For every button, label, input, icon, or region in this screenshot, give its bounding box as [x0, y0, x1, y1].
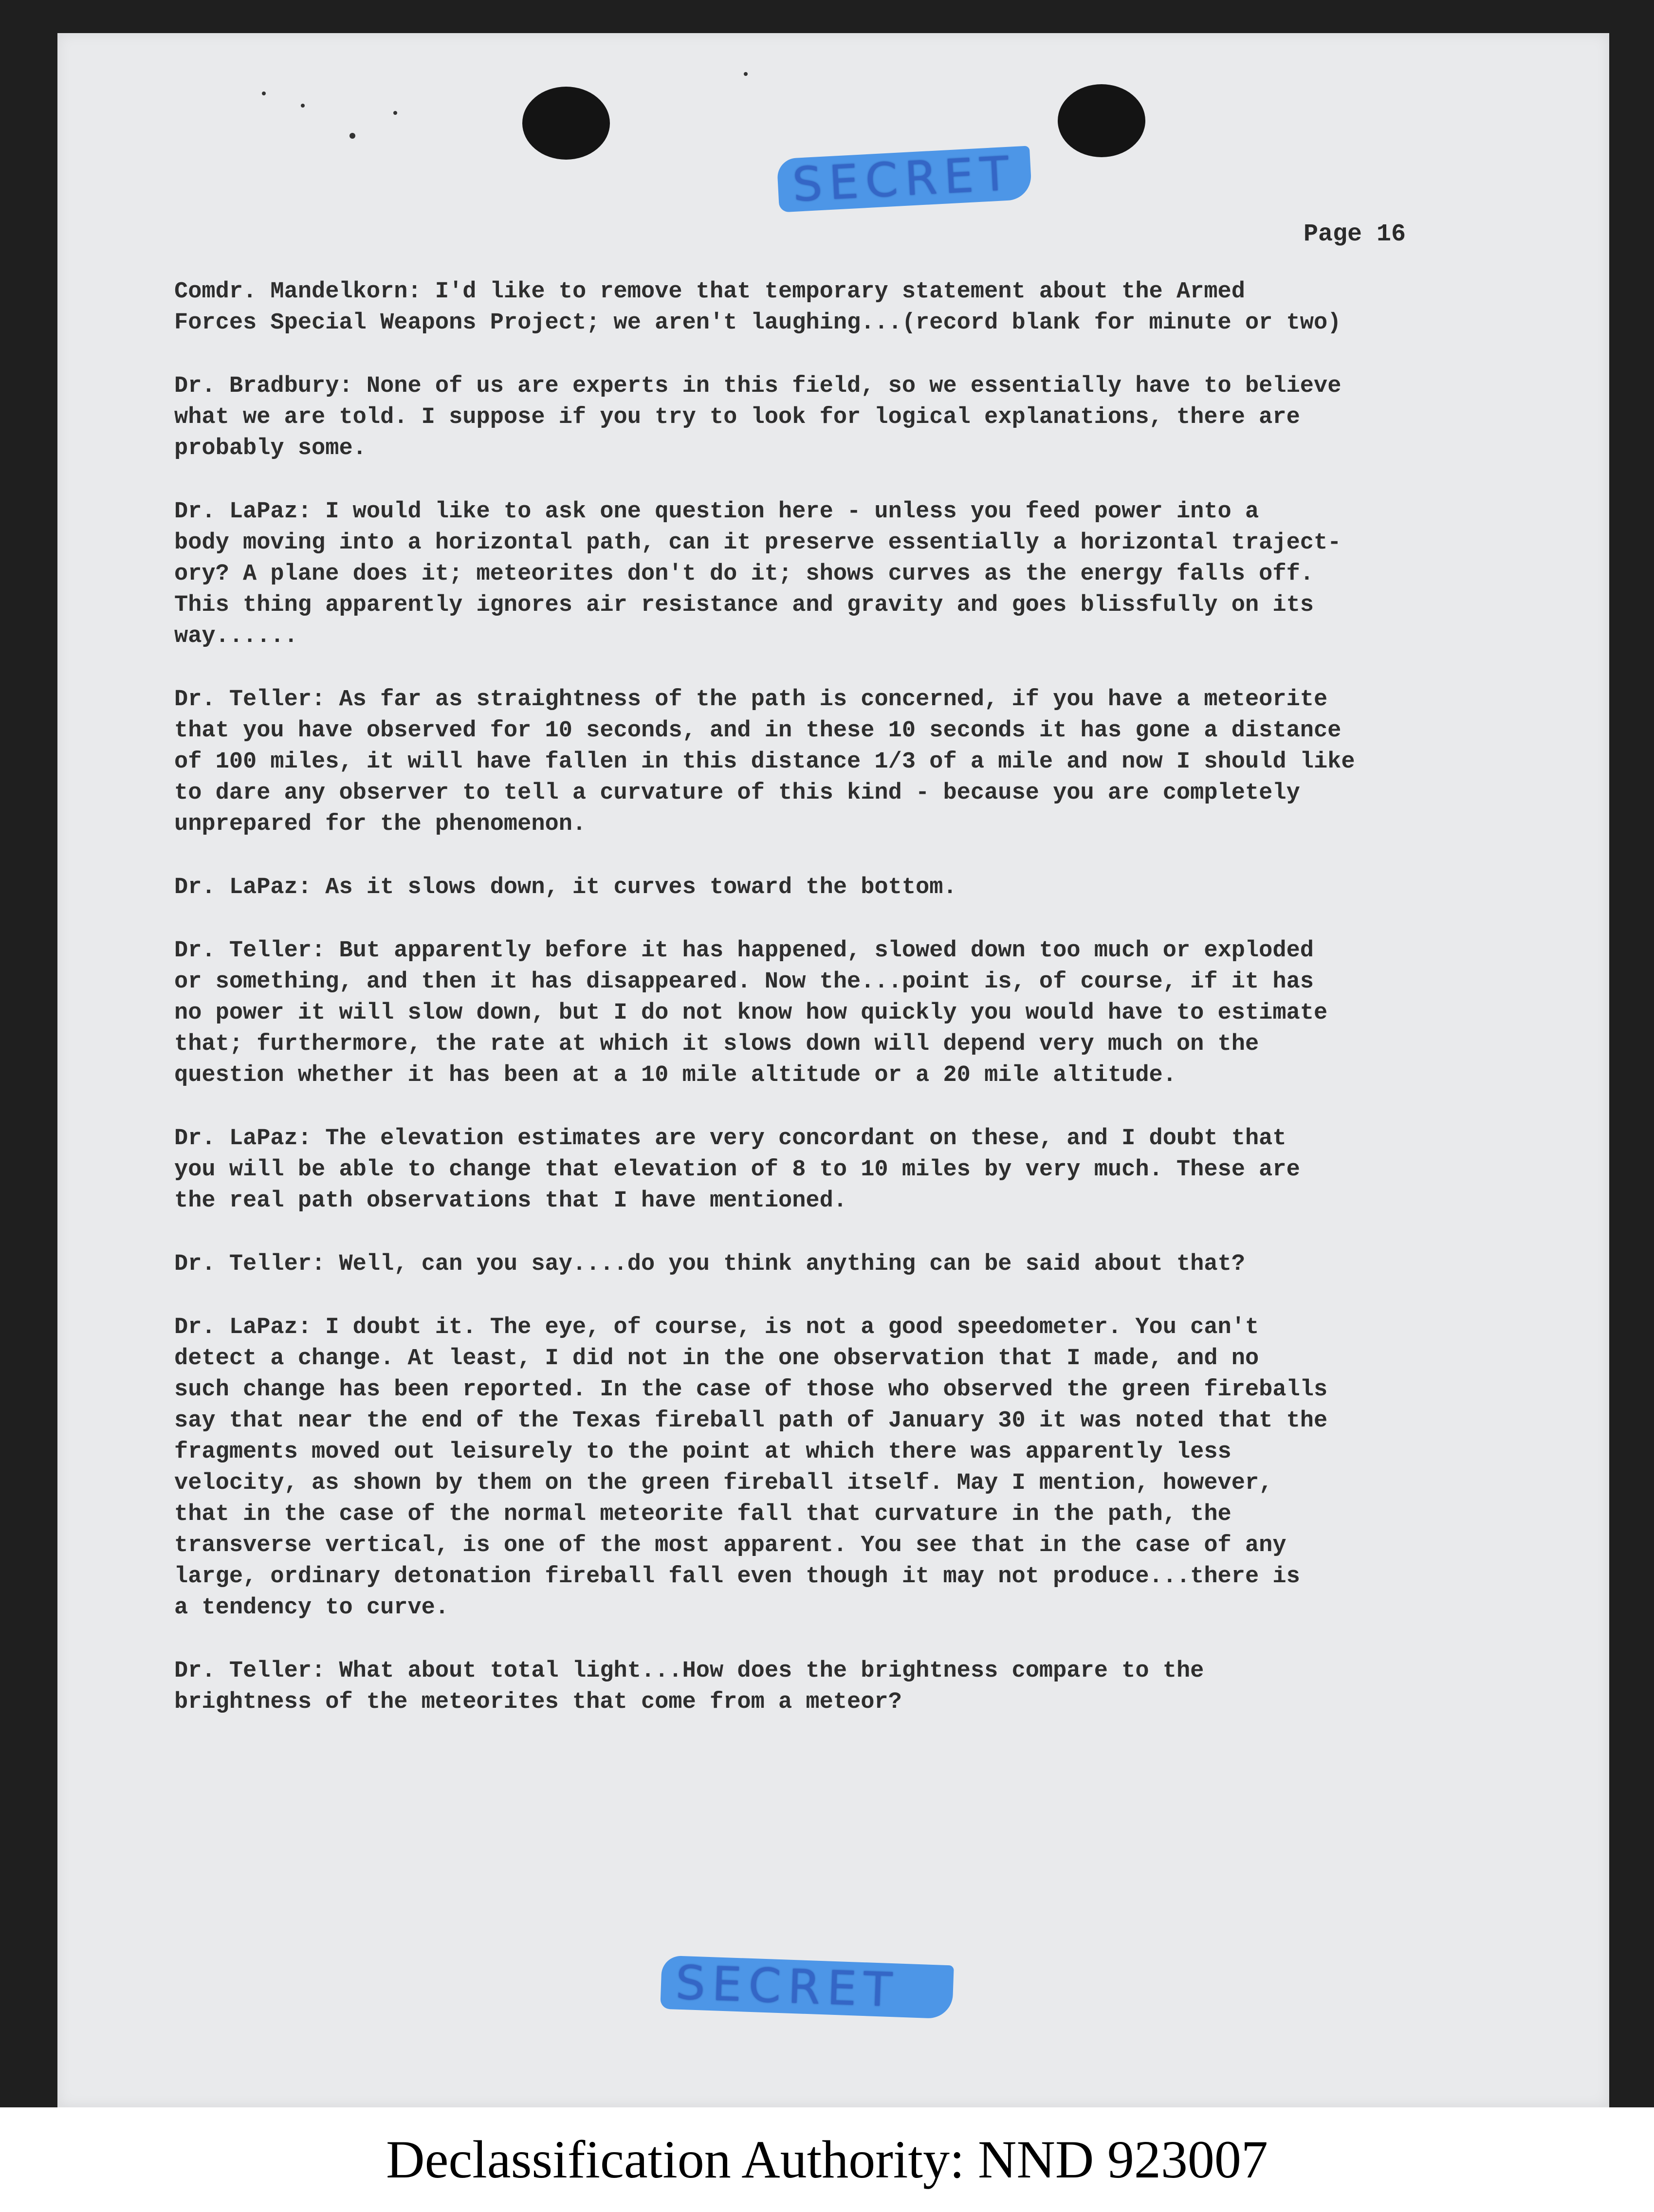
paragraph-text: But apparently before it has happened, slowed down too much or exploded or something, and then it has disappeared. Now the...point is, of course, if it has no power it will slow down, but I do not know how quickly you would have to estimate that; furthermore, the rate at which it slows down will depend very much on the question whether it has been at a 10 mile altitude or a 20 mile altitude. [174, 938, 1328, 1088]
transcript-paragraph [174, 684, 1576, 840]
speaker-name: Dr. LaPaz: [174, 875, 312, 900]
paragraph-text: I'd like to remove that temporary statement about the Armed Forces Special Weapons Project; we aren't laughing...(record blank for minute or two) [174, 279, 1342, 336]
speaker-name: Dr. Teller: [174, 687, 326, 713]
transcript-body [174, 276, 1576, 1750]
paragraph-text: The elevation estimates are very concordant on these, and I doubt that you will be able to change that elevation of 8 to 10 miles by very much. These are the real path observations that I have mentioned. [174, 1126, 1300, 1214]
transcript-paragraph [174, 935, 1576, 1091]
secret-stamp-top [776, 146, 1032, 212]
transcript-paragraph [174, 1123, 1576, 1217]
speaker-name: Dr. Teller: [174, 1251, 326, 1277]
ink-speck [262, 91, 266, 95]
page-number: Page 16 [1304, 220, 1406, 248]
transcript-paragraph [174, 371, 1576, 464]
declassification-footer [0, 2107, 1654, 2212]
ink-speck [393, 111, 397, 115]
punch-hole-right [1058, 84, 1145, 157]
paragraph-text: What about total light...How does the brightness compare to the brightness of the meteorites that come from a meteor? [174, 1658, 1204, 1715]
transcript-paragraph [174, 1249, 1576, 1280]
paragraph-text: None of us are experts in this field, so we essentially have to believe what we are told. I suppose if you try to look for logical explanations, there are probably some. [174, 373, 1342, 461]
paragraph-text: Well, can you say....do you think anything can be said about that? [325, 1251, 1245, 1277]
speaker-name: Dr. LaPaz: [174, 1126, 312, 1152]
paragraph-text: As far as straightness of the path is concerned, if you have a meteorite that you have observed for 10 seconds, and in these 10 seconds it has gone a distance of 100 miles, it will have fallen in this distance 1/3 of a mile and now I should like to dare any observer to tell a curvature of this kind - because you are completely unprepared for the phenomenon. [174, 687, 1355, 837]
ink-speck [744, 72, 748, 76]
paragraph-text: As it slows down, it curves toward the bottom. [312, 875, 957, 900]
speaker-name: Comdr. Mandelkorn: [174, 279, 422, 305]
secret-stamp-text: SECRET [791, 146, 1017, 212]
speaker-name: Dr. LaPaz: [174, 1315, 312, 1340]
speaker-name: Dr. Teller: [174, 1658, 326, 1684]
transcript-paragraph [174, 496, 1576, 652]
ink-speck [349, 133, 355, 139]
speaker-name: Dr. Teller: [174, 938, 326, 964]
document-page [57, 33, 1609, 2107]
secret-stamp-bottom [660, 1956, 954, 2019]
transcript-paragraph [174, 1656, 1576, 1718]
secret-stamp-text: SECRET [675, 1955, 900, 2018]
paragraph-text: I would like to ask one question here - unless you feed power into a body moving into a horizontal path, can it preserve essentially a horizontal traject- ory? A plane does it; meteorites don't do it; shows curves as the energy falls off. This thing apparently ignores air resistance and gravity and goes blissfully on its way...... [174, 499, 1342, 649]
declassification-authority: Declassification Authority: NND 923007 [386, 2130, 1268, 2189]
speaker-name: Dr. Bradbury: [174, 373, 353, 399]
transcript-paragraph [174, 1312, 1576, 1624]
speaker-name: Dr. LaPaz: [174, 499, 312, 525]
transcript-paragraph [174, 276, 1576, 339]
punch-hole-left [522, 87, 610, 160]
ink-speck [301, 104, 305, 108]
paragraph-text: I doubt it. The eye, of course, is not a good speedometer. You can't detect a change. At least, I did not in the one observation that I made, and no such change has been reported. In the case of those who observed the green fireballs say that near the end of the Texas fireball path of January 30 it was noted that the fragments moved out leisurely to the point at which there was apparently less velocity, as shown by them on the green fireball itself. May I mention, however, that in the case of the normal meteorite fall that curvature in the path, the transverse vertical, is one of the most apparent. You see that in the case of any large, ordinary detonation fireball fall even though it may not produce...there is a tendency to curve. [174, 1315, 1328, 1621]
transcript-paragraph [174, 872, 1576, 903]
